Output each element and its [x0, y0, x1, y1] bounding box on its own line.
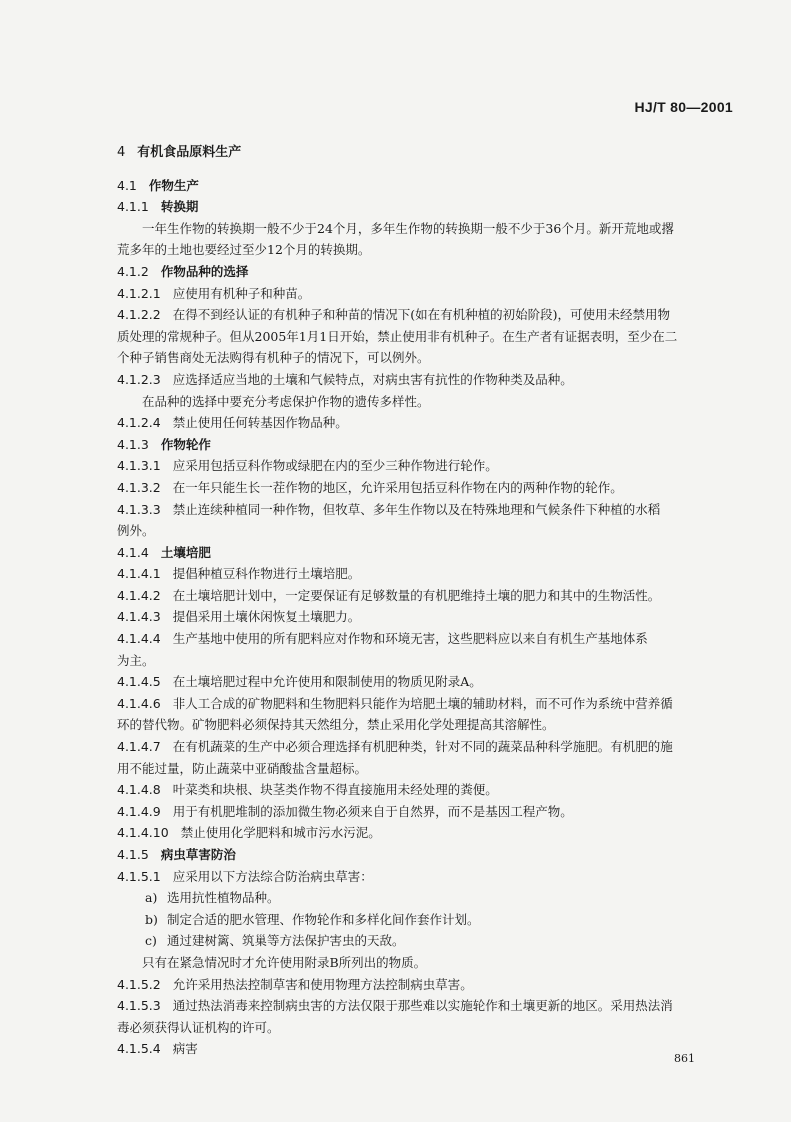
clause-item-continuation: [117, 758, 737, 780]
clause-number: 4.1.2.4: [117, 415, 161, 431]
paragraph-line: 在品种的选择中要充分考虑保护作物的遗传多样性。: [142, 393, 430, 409]
clause-text: 应采用包括豆科作物或绿肥在内的至少三种作物进行轮作。: [172, 458, 498, 474]
clause-item: [117, 628, 737, 650]
clause-number: 4.1.4.6: [117, 695, 161, 711]
document-body: [117, 142, 737, 1060]
clause-number: 4.1.2.3: [117, 371, 161, 387]
clause-item: [117, 499, 737, 521]
clause-text: 禁止使用化学肥料和城市污水污泥。: [180, 825, 381, 841]
clause-text: 非人工合成的矿物肥料和生物肥料只能作为培肥土壤的辅助材料，而不可作为系统中营养循: [172, 695, 673, 711]
clause-text: 在土壤培肥计划中，一定要保证有足够数量的有机肥维持土壤的肥力和其中的生物活性。: [172, 587, 661, 603]
clause-text: 应选择适应当地的土壤和气候特点，对病虫害有抗性的作物种类及品种。: [172, 371, 573, 387]
clause-text: 生产基地中使用的所有肥料应对作物和环境无害，这些肥料应以来自有机生产基地体系: [172, 631, 648, 647]
clause-heading: [117, 196, 737, 218]
clause-number: 4.1.2.2: [117, 307, 161, 323]
clause-text: 允许采用热法控制草害和使用物理方法控制病虫草害。: [172, 976, 473, 992]
clause-number: 4.1.4.8: [117, 782, 161, 798]
clause-item: [117, 585, 737, 607]
clause-text: 禁止连续种植同一种作物，但牧草、多年生作物以及在特殊地理和气候条件下种植的水稻: [172, 501, 661, 517]
clause-heading: [117, 261, 737, 283]
clause-number: 4.1.4.1: [117, 566, 161, 582]
clause-item: [117, 369, 737, 391]
list-text: 通过建树篱、筑巢等方法保护害虫的天敌。: [167, 933, 405, 949]
clause-number: 4.1.4.10: [117, 825, 169, 841]
clause-item: [117, 1038, 737, 1060]
clause-text: 为主。: [117, 652, 155, 668]
clause-title: 作物生产: [148, 177, 199, 193]
standard-code: HJ/T 80—2001: [634, 99, 733, 115]
clause-item: [117, 283, 737, 305]
clause-number: 4.1.5.2: [117, 976, 161, 992]
clause-text: 例外。: [117, 523, 155, 539]
clause-number: 4.1.4.7: [117, 739, 161, 755]
clause-text: 毒必须获得认证机构的许可。: [117, 1019, 280, 1035]
clause-item: [117, 822, 737, 844]
clause-heading: [117, 542, 737, 564]
clause-text: 在一年只能生长一茬作物的地区，允许采用包括豆科作物在内的两种作物的轮作。: [172, 479, 623, 495]
list-item: [117, 909, 737, 931]
clause-number: 4.1.4.4: [117, 631, 161, 647]
list-item: [117, 887, 737, 909]
clause-number: 4.1.3.3: [117, 501, 161, 517]
clause-text: 禁止使用任何转基因作物品种。: [172, 415, 348, 431]
clause-title: 作物品种的选择: [160, 263, 249, 279]
clause-text: 环的替代物。矿物肥料必须保持其天然组分，禁止采用化学处理提高其溶解性。: [117, 717, 555, 733]
clause-number: 4.1.5: [117, 847, 149, 862]
clause-text: 用于有机肥堆制的添加微生物必须来自于自然界，而不是基因工程产物。: [172, 803, 573, 819]
clause-item: [117, 477, 737, 499]
clause-number: 4.1.4.3: [117, 609, 161, 625]
clause-text: 个种子销售商处无法购得有机种子的情况下，可以例外。: [117, 350, 430, 366]
clause-item: [117, 304, 737, 326]
clause-text: 应使用有机种子和种苗。: [172, 285, 311, 301]
clause-text: 在得不到经认证的有机种子和种苗的情况下(如在有机种植的初始阶段)，可使用未经禁用物: [172, 307, 670, 323]
clause-item: [117, 606, 737, 628]
clause-text: 提倡采用土壤休闲恢复土壤肥力。: [172, 609, 361, 625]
clause-title: 土壤培肥: [160, 544, 211, 560]
clause-text: 质处理的常规种子。但从2005年1月1日开始，禁止使用非有机种子。在生产者有证据表明，至少在二: [117, 328, 678, 344]
paragraph-line: 只有在紧急情况时才允许使用附录B所列出的物质。: [142, 954, 427, 970]
clause-title: 病虫草害防治: [160, 847, 236, 862]
clause-item: [117, 693, 737, 715]
clause-item: [117, 801, 737, 823]
list-text: 制定合适的肥水管理、作物轮作和多样化间作套作计划。: [167, 911, 480, 927]
clause-number: 4.1.5.3: [117, 998, 161, 1014]
section-blocks: [117, 175, 737, 1060]
clause-item: [117, 412, 737, 434]
clause-item-continuation: [117, 650, 737, 672]
clause-item-continuation: [117, 326, 737, 348]
list-marker: c): [145, 933, 157, 949]
clause-number: 4.1: [117, 177, 137, 193]
section-number: 4: [117, 145, 126, 160]
clause-text: 应采用以下方法综合防治病虫草害：: [172, 868, 373, 884]
clause-item-continuation: [117, 1017, 737, 1039]
clause-text: 在土壤培肥过程中允许使用和限制使用的物质见附录A。: [172, 674, 482, 690]
clause-item: [117, 974, 737, 996]
clause-number: 4.1.4.5: [117, 674, 161, 690]
clause-item: [117, 736, 737, 758]
clause-text: 通过热法消毒来控制病虫害的方法仅限于那些难以实施轮作和土壤更新的地区。采用热法消: [172, 998, 673, 1014]
clause-item-continuation: [117, 520, 737, 542]
clause-number: 4.1.3: [117, 436, 149, 452]
clause-number: 4.1.4: [117, 544, 149, 560]
clause-item: [117, 563, 737, 585]
clause-heading: [117, 434, 737, 456]
clause-number: 4.1.4.2: [117, 587, 161, 603]
list-marker: a): [145, 890, 158, 906]
clause-text: 病害: [172, 1041, 198, 1057]
clause-text: 叶菜类和块根、块茎类作物不得直接施用未经处理的粪便。: [172, 782, 498, 798]
list-item: [117, 930, 737, 952]
clause-item: [117, 866, 737, 888]
paragraph-line: 一年生作物的转换期一般不少于24个月，多年生作物的转换期一般不少于36个月。新开荒地或撂: [142, 220, 674, 236]
list-marker: b): [145, 911, 158, 927]
section-heading: [117, 142, 737, 164]
clause-item: [117, 779, 737, 801]
clause-heading: [117, 844, 737, 866]
paragraph-line: 荒多年的土地也要经过至少12个月的转换期。: [117, 242, 371, 258]
clause-number: 4.1.2.1: [117, 285, 161, 301]
clause-text: 用不能过量，防止蔬菜中亚硝酸盐含量超标。: [117, 760, 368, 776]
clause-number: 4.1.4.9: [117, 803, 161, 819]
section-title: 有机食品原料生产: [137, 145, 242, 160]
clause-title: 转换期: [160, 199, 199, 215]
list-text: 选用抗性植物品种。: [167, 890, 280, 906]
clause-number: 4.1.3.2: [117, 479, 161, 495]
clause-number: 4.1.5.4: [117, 1041, 161, 1057]
clause-number: 4.1.3.1: [117, 458, 161, 474]
clause-text: 在有机蔬菜的生产中必须合理选择有机肥种类，针对不同的蔬菜品种科学施肥。有机肥的施: [172, 739, 673, 755]
clause-number: 4.1.2: [117, 263, 149, 279]
clause-item: [117, 671, 737, 693]
clause-number: 4.1.1: [117, 199, 149, 215]
clause-title: 作物轮作: [160, 436, 211, 452]
clause-item-continuation: [117, 347, 737, 369]
clause-item: [117, 995, 737, 1017]
page-number: 861: [674, 1052, 695, 1065]
clause-item: [117, 455, 737, 477]
clause-item-continuation: [117, 714, 737, 736]
clause-heading: [117, 175, 737, 197]
clause-number: 4.1.5.1: [117, 868, 161, 884]
clause-text: 提倡种植豆科作物进行土壤培肥。: [172, 566, 361, 582]
